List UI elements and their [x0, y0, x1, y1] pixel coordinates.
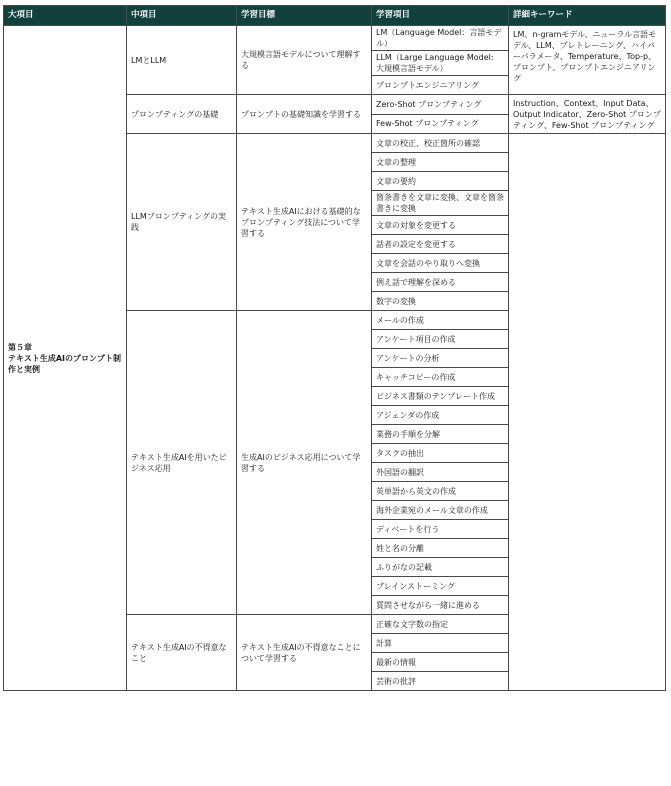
learning-item-cell: キャッチコピーの作成 — [372, 368, 509, 387]
learning-item-cell: 文章の校正、校正箇所の確認 — [372, 134, 509, 153]
learning-item-cell: 業務の手順を分解 — [372, 425, 509, 444]
learning-item-cell: 英単語から英文の作成 — [372, 482, 509, 501]
middle-category-cell: テキスト生成AIの不得意なこと — [127, 615, 237, 691]
learning-goal-cell: プロンプトの基礎知識を学習する — [237, 95, 372, 134]
learning-item-cell: 海外企業宛のメール文章の作成 — [372, 501, 509, 520]
learning-item-cell: 数字の変換 — [372, 292, 509, 311]
learning-item-cell: プロンプトエンジニアリング — [372, 76, 509, 95]
header-goal: 学習目標 — [237, 6, 372, 26]
chapter-title: テキスト生成AIのプロンプト制作と実例 — [8, 353, 122, 374]
learning-item-cell: 文章の対象を変更する — [372, 216, 509, 235]
middle-category-cell: プロンプティングの基礎 — [127, 95, 237, 134]
learning-item-cell: LLM（Large Language Model: 大規模言語モデル） — [372, 51, 509, 76]
learning-item-cell: ディベートを行う — [372, 520, 509, 539]
learning-item-cell: 文章の要約 — [372, 172, 509, 191]
header-keywords: 詳細キーワード — [509, 6, 666, 26]
learning-item-cell: 芸術の批評 — [372, 672, 509, 691]
major-category-cell — [4, 26, 127, 691]
keywords-cell: LM、n-gramモデル、ニューラル言語モデル、LLM、プレトレーニング、ハイパーパラメータ、Temperature、Top-p、プロンプト、プロンプトエンジニアリング — [509, 26, 666, 95]
learning-item-cell: 話者の設定を変更する — [372, 235, 509, 254]
learning-item-cell: ブレインストーミング — [372, 577, 509, 596]
table-row — [4, 26, 666, 51]
learning-item-cell: 例え話で理解を深める — [372, 273, 509, 292]
middle-category-cell: テキスト生成AIを用いたビジネス応用 — [127, 311, 237, 615]
header-items: 学習項目 — [372, 6, 509, 26]
learning-item-cell: 外国語の翻訳 — [372, 463, 509, 482]
learning-item-cell: メールの作成 — [372, 311, 509, 330]
learning-item-cell: ふりがなの記載 — [372, 558, 509, 577]
learning-item-cell: 計算 — [372, 634, 509, 653]
chapter-number: 第５章 — [8, 342, 32, 352]
learning-item-cell: 姓と名の分離 — [372, 539, 509, 558]
learning-item-cell: 質問させながら一緒に進める — [372, 596, 509, 615]
learning-item-cell: 文章の整理 — [372, 153, 509, 172]
learning-item-cell: 文章を会話のやり取りへ変換 — [372, 254, 509, 273]
learning-goal-cell: 大規模言語モデルについて理解する — [237, 26, 372, 95]
keywords-cell — [509, 134, 666, 691]
learning-item-cell: 正確な文字数の指定 — [372, 615, 509, 634]
learning-item-cell: Zero-Shot プロンプティング — [372, 95, 509, 115]
table-body — [4, 26, 666, 691]
header-middle: 中項目 — [127, 6, 237, 26]
keywords-cell: Instruction、Context、Input Data、Output Indicator、Zero-Shot プロンプティング、Few-Shot プロンプティング — [509, 95, 666, 134]
header-row — [4, 6, 666, 26]
learning-goal-cell: テキスト生成AIにおける基礎的なプロンプティング技法について学習する — [237, 134, 372, 311]
learning-item-cell: タスクの抽出 — [372, 444, 509, 463]
learning-item-cell: 最新の情報 — [372, 653, 509, 672]
middle-category-cell: LMとLLM — [127, 26, 237, 95]
learning-item-cell: アンケートの分析 — [372, 349, 509, 368]
curriculum-table — [3, 5, 666, 691]
learning-goal-cell: テキスト生成AIの不得意なことについて学習する — [237, 615, 372, 691]
learning-item-cell: Few-Shot プロンプティング — [372, 114, 509, 134]
header-major: 大項目 — [4, 6, 127, 26]
learning-item-cell: アンケート項目の作成 — [372, 330, 509, 349]
learning-item-cell: ビジネス書類のテンプレート作成 — [372, 387, 509, 406]
learning-goal-cell: 生成AIのビジネス応用について学習する — [237, 311, 372, 615]
learning-item-cell: 箇条書きを文章に変換、文章を箇条書きに変換 — [372, 191, 509, 216]
learning-item-cell: LM（Language Model：言語モデル） — [372, 26, 509, 51]
middle-category-cell: LLMプロンプティングの実践 — [127, 134, 237, 311]
learning-item-cell: アジェンダの作成 — [372, 406, 509, 425]
